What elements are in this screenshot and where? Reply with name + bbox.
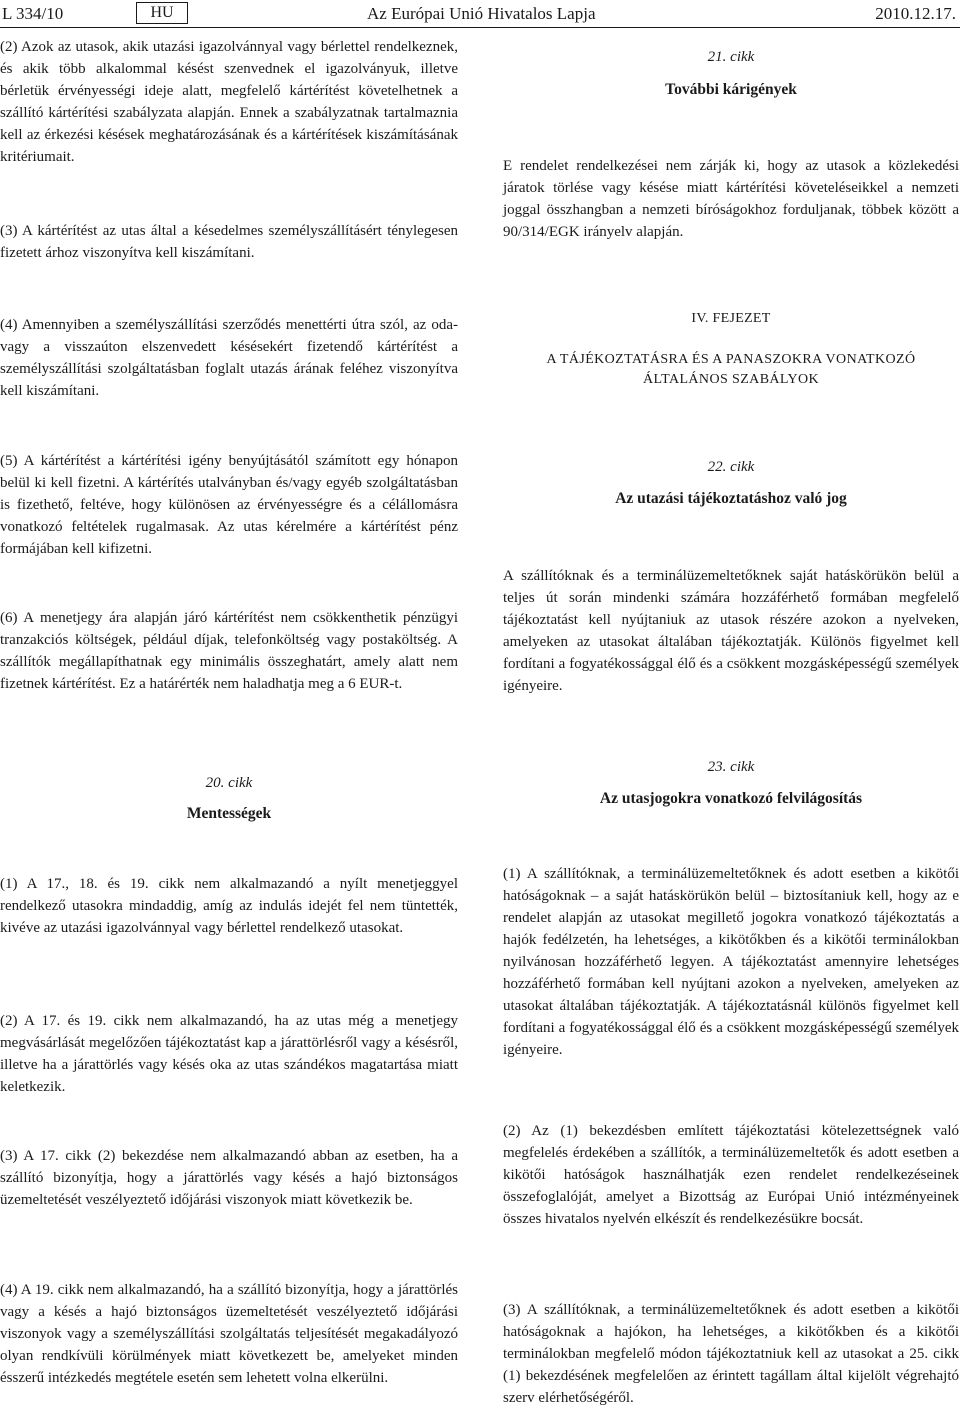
article-20-title: Mentességek (186, 805, 272, 822)
article-20-paragraph-3: (3) A 17. cikk (2) bekezdése nem alkalmazandó abban az esetben, ha a szállító bizonyítja, hogy a járattörlés vagy késés a hajó biztonságos üzemeltetését veszélyeztető időjárási viszonyok miatt következik be. (0, 1148, 458, 1208)
article-23-paragraph-2: (2) Az (1) bekezdésben említett tájékoztatási kötelezettségnek való megfelelés érdekében a szállítók, a terminálüzemeltetők és adott esetben a kikötői hatóságok használhatják ezen rendelet rendelkezéseinek összefoglalóját, amelyet a Bizottság az Európai Unió intézményeinek összes hivatalos nyelvén elkészít és rendelkezésükre bocsát. (503, 1123, 959, 1227)
article-20-paragraph-1: (1) A 17., 18. és 19. cikk nem alkalmazandó a nyílt menetjeggyel rendelkező utasokra mindaddig, amíg az indulás idejét fel nem tüntették, kivéve az utazási igazolvánnyal vagy bérlettel rendelkező utasokat. (0, 876, 458, 936)
article-20-paragraph-4: (4) A 19. cikk nem alkalmazandó, ha a szállító bizonyítja, hogy a járattörlés vagy a késés a hajó biztonságos üzemeltetését veszélyeztető időjárási viszonyok vagy a személyszállítási szolgáltatás teljesítését megakadályozó olyan rendkívüli körülmények miatt következett be, amelyeket minden ésszerű intézkedés megtétele esetén sem lehetett volna elkerülni. (0, 1282, 458, 1386)
language-badge: HU (136, 2, 188, 24)
article-20-number: 20. cikk (205, 775, 253, 791)
page-number: L 334/10 (2, 4, 64, 23)
article-23-title: Az utasjogokra vonatkozó felvilágosítás (599, 790, 863, 807)
chapter-title: A TÁJÉKOZTATÁSRA ÉS A PANASZOKRA VONATKOZÓ ÁLTALÁNOS SZABÁLYOK (546, 352, 916, 387)
article-21-title: További kárigények (665, 81, 797, 98)
header-rule (0, 27, 960, 28)
article-23-paragraph-3: (3) A szállítóknak, a terminálüzemeltetőknek és adott esetben a kikötői hatóságoknak a hajókon, ha lehetséges, a kikötőkben és a kikötői terminálokban megfelelő módon tájékoztatniuk kell az utasokat a 25. cikk (1) bekezdésének megfelelően az érintett tagállam által kijelölt végrehajtó szerv elérhetőségéről. (503, 1302, 959, 1406)
article-21-number: 21. cikk (707, 49, 755, 65)
publication-date: 2010.12.17. (875, 4, 956, 23)
paragraph-2: (2) Azok az utasok, akik utazási igazolvánnyal vagy bérlettel rendelkeznek, és akik több alkalommal késést szenvednek el igazolványuk, illetve bérletük érvényességi ideje alatt, megfelelő kártérítést követelhetnek a szállító kártérítési szabályzata alapján. Ennek a szabályzatnak tartalmaznia kell az érkezési késések meghatározásának és a kártérítések kiszámításának kritériumait. (0, 39, 458, 165)
chapter-number: IV. FEJEZET (691, 311, 771, 326)
article-20-paragraph-2: (2) A 17. és 19. cikk nem alkalmazandó, ha az utas még a menetjegy megvásárlását megelőzően tájékoztatást kap a járattörlésről vagy a késésről, illetve ha a járattörlés vagy késés oka az utas szándékos magatartása miatt keletkezik. (0, 1013, 458, 1095)
article-22-number: 22. cikk (707, 459, 755, 475)
paragraph-5: (5) A kártérítést a kártérítési igény benyújtásától számított egy hónapon belül ki kell fizetni. A kártérítés utalványban és/vagy egyéb szolgáltatásban is fizethető, feltéve, hogy különösen az érvényességre és a célállomásra vonatkozó feltételek rugalmasak. Az utas kérelmére a kártérítést pénz formájában kell kifizetni. (0, 453, 458, 557)
page-header (0, 0, 960, 26)
article-21-text: E rendelet rendelkezései nem zárják ki, hogy az utasok a közlekedési járatok törlése vagy késése miatt kártérítési követeléseikkel a nemzeti joggal összhangban a nemzeti bíróságokhoz forduljanak, többek között a 90/314/EGK irányelv alapján. (503, 158, 959, 240)
paragraph-3: (3) A kártérítést az utas által a késedelmes személyszállításért ténylegesen fizetett árhoz viszonyítva kell kiszámítani. (0, 223, 458, 261)
article-23-paragraph-1: (1) A szállítóknak, a terminálüzemeltetőknek és adott esetben a kikötői hatóságoknak – a saját hatáskörükön belül – biztosítaniuk kell, hogy az e rendelet alapján az utasokat megillető jogokra vonatkozó tájékoztatás a hajók fedélzetén, ha lehetséges, a kikötőkben és a kikötői terminálokban nyilvánosan hozzáférhető legyen. A tájékoztatást amennyire lehetséges hozzáférhető formában kell nyújtani azokon a nyelveken, amelyeken az utasokat általában tájékoztatják. A tájékoztatásnál különös figyelmet kell fordítani a fogyatékossággal élő és a csökkent mozgásképességű személyek igényeire. (503, 866, 959, 1058)
article-22-text: A szállítóknak és a terminálüzemeltetőknek saját hatáskörükön belül a teljes út során mindenki számára hozzáférhető formában megfelelő tájékoztatást kell nyújtaniuk az utasok részére azokon a nyelveken, amelyeken az utasokat általában tájékoztatják. Különös figyelmet kell fordítani a fogyatékossággal élő és a csökkent mozgásképességű személyek igényeire. (503, 568, 959, 694)
journal-title: Az Európai Unió Hivatalos Lapja (367, 4, 596, 23)
paragraph-6: (6) A menetjegy ára alapján járó kártérítést nem csökkenthetik pénzügyi tranzakciós költségek, például díjak, telefonköltség vagy postaköltség. A szállítók megállapíthatnak egy minimális összeghatárt, amely alatt nem fizetnek kártérítést. Ez a határérték nem haladhatja meg a 6 EUR-t. (0, 610, 458, 692)
article-22-title: Az utazási tájékoztatáshoz való jog (615, 490, 847, 507)
paragraph-4: (4) Amennyiben a személyszállítási szerződés menettérti útra szól, az oda- vagy a visszaúton elszenvedett késésekért fizetendő kártérítést a személyszállítási szolgáltatásban foglalt utazás árának feléhez viszonyítva kell kiszámítani. (0, 317, 458, 399)
article-23-number: 23. cikk (707, 759, 755, 775)
